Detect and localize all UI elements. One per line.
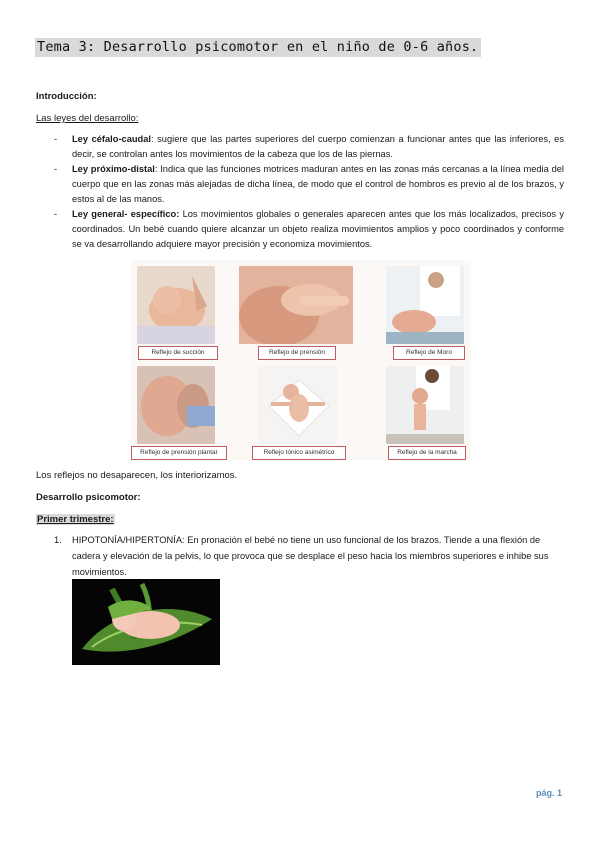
photo-reflejo-succion: [137, 266, 215, 344]
law-item: - Ley céfalo-caudal: sugiere que las partes superiores del cuerpo comienzan a funcionar antes que las inferiores, es decir, se controlan antes los movimientos de la cabeza que los de las piernas.: [54, 134, 564, 159]
caption-reflejo-prension-plantar: Reflejo de prensión plantar: [131, 446, 227, 460]
caption-reflejo-prension: Reflejo de prensión: [258, 346, 336, 360]
intro-heading: Introducción:: [36, 91, 97, 102]
reflexes-figure: [131, 260, 471, 460]
page-number: pág. 1: [536, 788, 563, 798]
laws-list: [36, 132, 564, 252]
caption-reflejo-marcha: Reflejo de la marcha: [388, 446, 466, 460]
document-title: Tema 3: Desarrollo psicomotor en el niño de 0-6 años.: [35, 38, 481, 57]
photo-reflejo-prension: [239, 266, 353, 344]
trimester-heading: Primer trimestre:: [37, 514, 114, 525]
caption-reflejo-succion: Reflejo de succión: [138, 346, 218, 360]
list-item: 1. HIPOTONÍA/HIPERTONÍA: En pronación el bebé no tiene un uso funcional de los brazos. Tiende a una flexión de cadera y elevación de la pelvis, lo que provoca que se desplace el peso hacia los miembros superiores e inhibe sus movimientos.: [54, 535, 549, 577]
law-item: - Ley próximo-distal: Indica que las funciones motrices maduran antes en las zonas más cercanas a la línea media del cuerpo que en las zonas más alejadas de dicha línea, de modo que el control de hombros es previo al de los brazos, y estos al de las manos.: [54, 164, 564, 204]
photo-reflejo-marcha: [386, 366, 464, 444]
photo-reflejo-moro: [386, 266, 464, 344]
photo-reflejo-tonico-asimetrico: [259, 366, 337, 444]
photo-reflejo-prension-plantar: [137, 366, 215, 444]
law-item: - Ley general- específico: Los movimientos globales o generales aparecen antes que los más localizados, precisos y coordinados. Un bebé cuando quiere alcanzar un objeto realiza movimientos amplios y poco coordinados y conforme se va desarrollando adquiere mayor precisión y economiza movimientos.: [54, 209, 565, 249]
reflexes-note: Los reflejos no desaparecen, los interiorizamos.: [36, 470, 238, 481]
photo-baby-leaf: [72, 579, 220, 665]
dev-heading: Desarrollo psicomotor:: [36, 492, 141, 503]
caption-reflejo-moro: Reflejo de Moro: [393, 346, 465, 360]
laws-heading: Las leyes del desarrollo:: [36, 113, 139, 124]
caption-reflejo-tonico-asimetrico: Reflejo tónico asimétrico: [252, 446, 346, 460]
